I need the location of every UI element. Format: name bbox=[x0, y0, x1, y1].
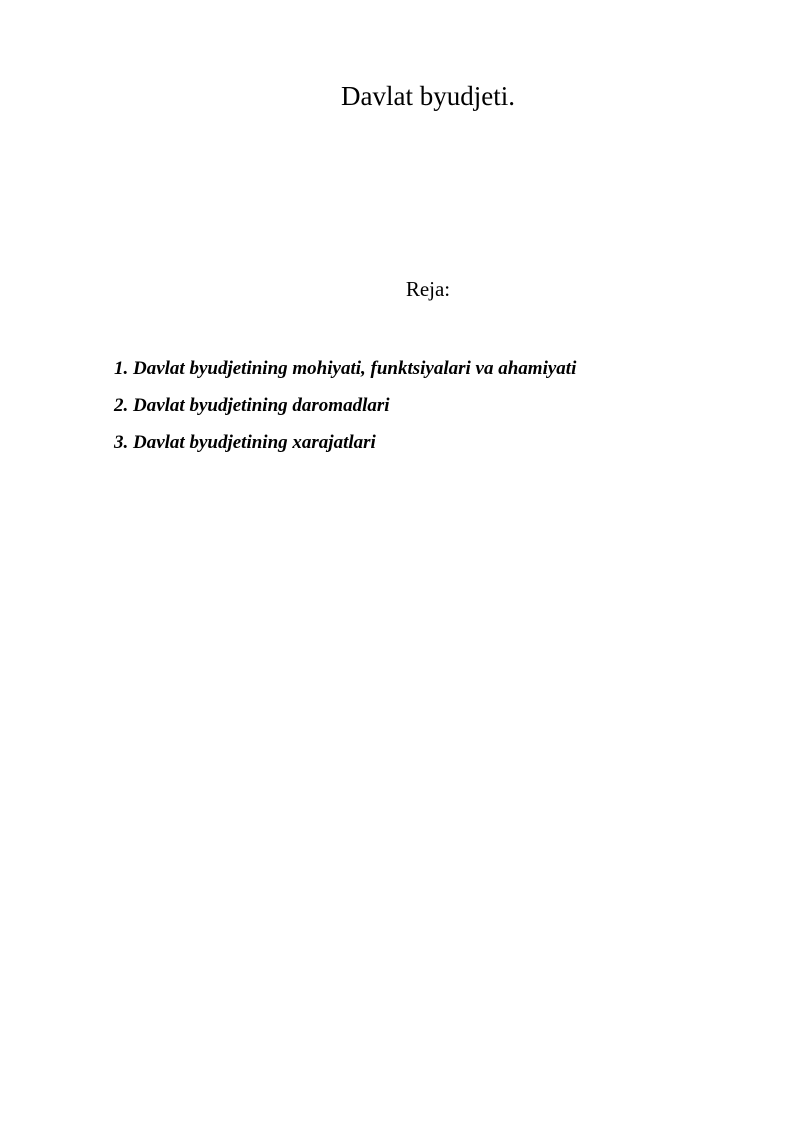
plan-heading: Reja: bbox=[405, 277, 451, 301]
plan-list bbox=[114, 355, 576, 466]
plan-item-3: 3. Davlat byudjetining xarajatlari bbox=[114, 432, 376, 453]
document-title: Davlat byudjeti. bbox=[341, 81, 515, 111]
plan-item-2: 2. Davlat byudjetining daromadlari bbox=[114, 395, 390, 416]
plan-item-1: 1. Davlat byudjetining mohiyati, funktsiyalari va ahamiyati bbox=[114, 358, 577, 379]
